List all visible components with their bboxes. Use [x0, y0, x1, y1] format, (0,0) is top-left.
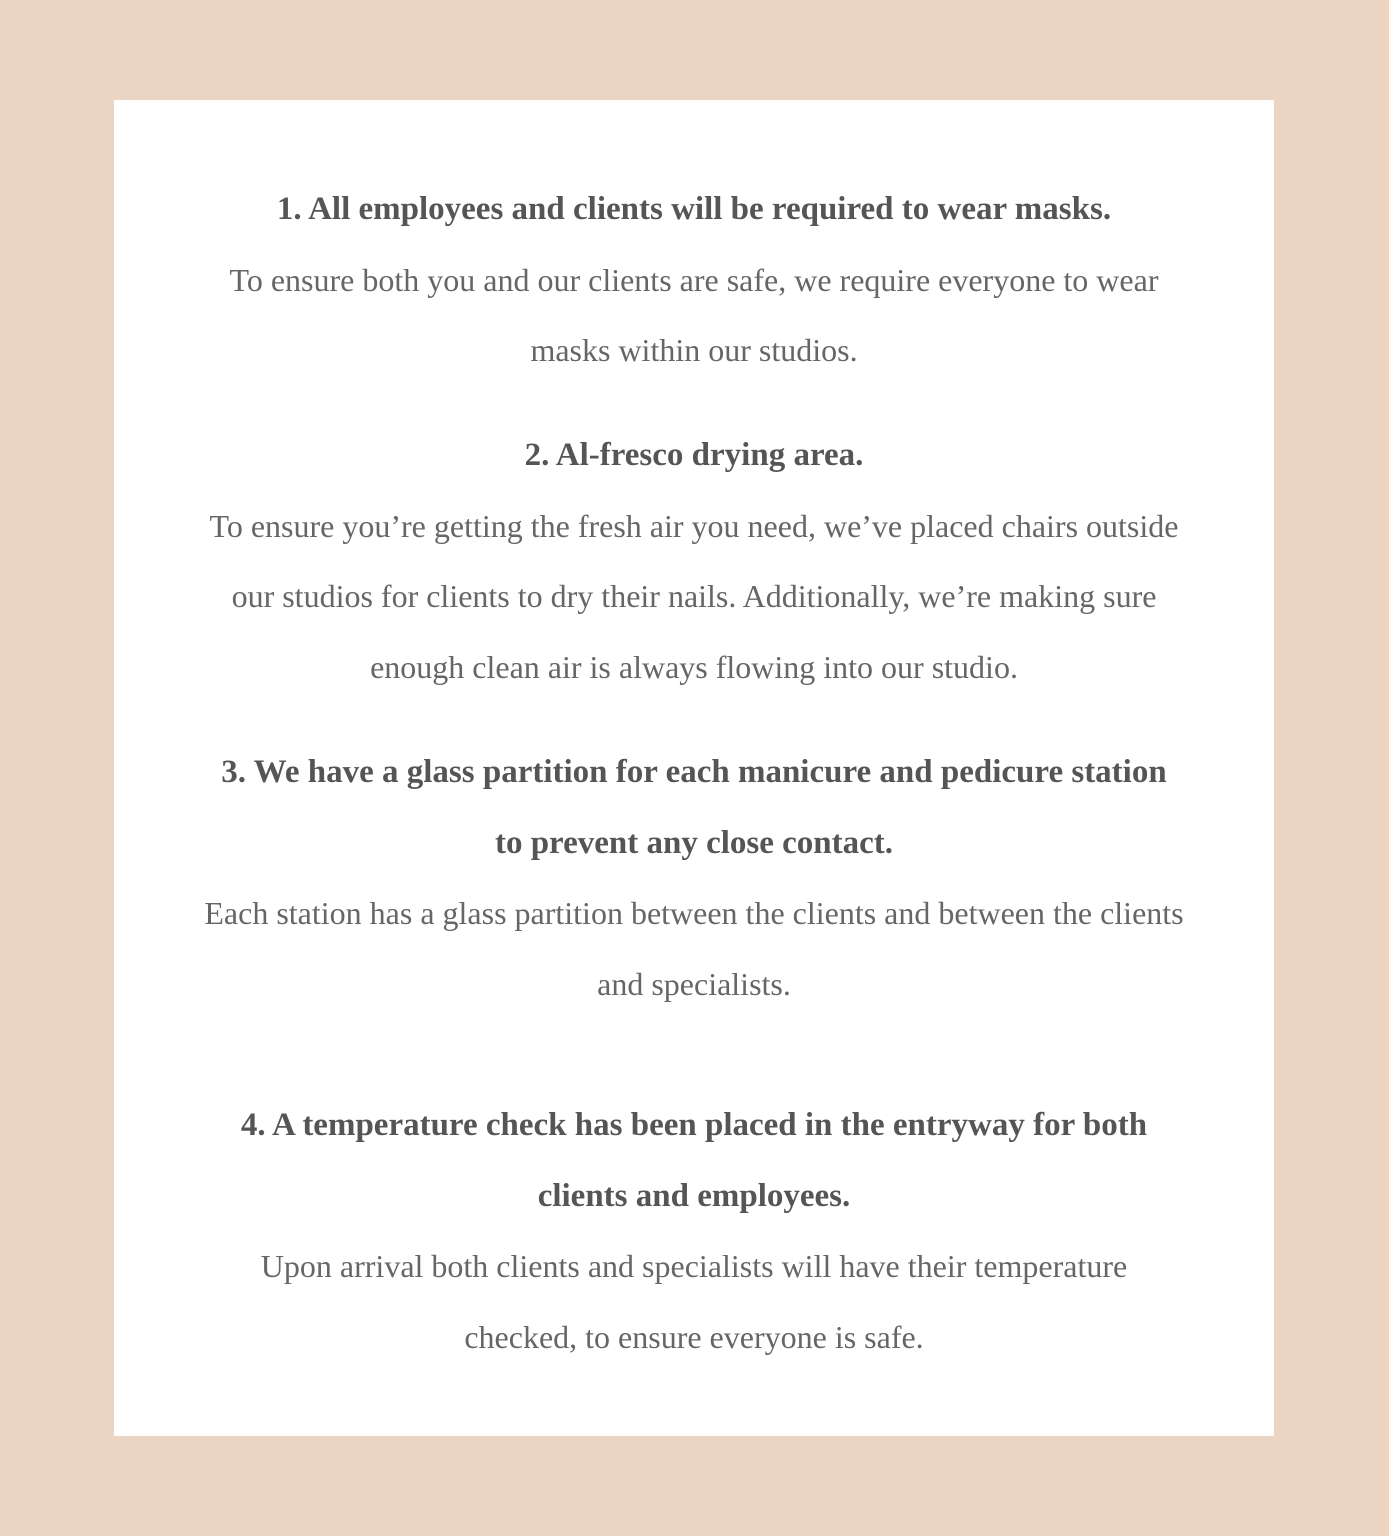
measure-section-temperature-check: [204, 1090, 1184, 1372]
measure-heading: 2. Al-fresco drying area.: [524, 437, 864, 473]
measure-description: Upon arrival both clients and specialists will have their temperature checked, to ensure everyone is safe.: [260, 1248, 1128, 1355]
safety-measures-card: [114, 100, 1274, 1436]
measure-heading: 3. We have a glass partition for each manicure and pedicure station to prevent any close contact.: [221, 754, 1167, 861]
measure-section-masks: [204, 174, 1184, 386]
measure-description: To ensure both you and our clients are safe, we require everyone to wear masks within our studios.: [229, 261, 1159, 368]
measure-section-glass-partition: [204, 737, 1184, 1019]
measure-section-drying-area: [204, 420, 1184, 702]
measure-heading: 4. A temperature check has been placed in the entryway for both clients and employees.: [240, 1107, 1148, 1214]
measure-description: To ensure you’re getting the fresh air you need, we’ve placed chairs outside our studios for clients to dry their nails. Additionally, we’re making sure enough clean air is always flowing into our studio.: [209, 507, 1179, 685]
measure-description: Each station has a glass partition between the clients and between the clients and specialists.: [204, 895, 1184, 1002]
measure-heading: 1. All employees and clients will be required to wear masks.: [276, 191, 1112, 227]
